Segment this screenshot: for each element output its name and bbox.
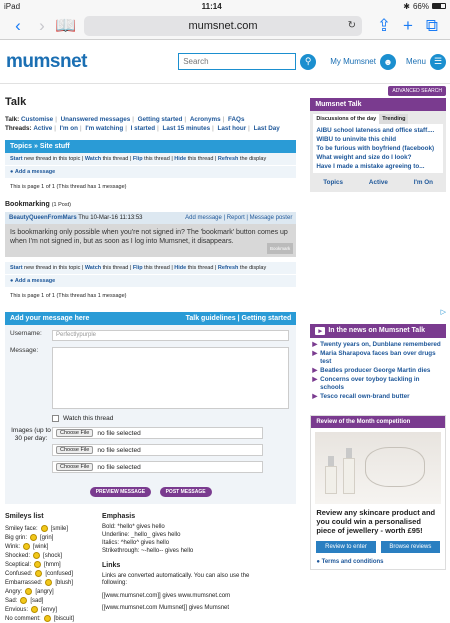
- browser-toolbar: [0, 12, 450, 40]
- arrow-icon: ▸: [315, 327, 325, 335]
- news-item[interactable]: ▶ Beatles producer George Martin dies: [312, 367, 431, 374]
- post-author[interactable]: BeautyQueenFromMars: [9, 215, 77, 221]
- smileys-list: Smileys list Smiley face: [smile] Big grin: [grin] Wink: [wink] Shocked: [shock] Sceptical: [hmm] Confused: [confused] Embarrassed: [blush] Angry: [angry] Sad: [sad] Envious: [envy] No comment: [biscuit]: [5, 513, 75, 622]
- preview-button[interactable]: PREVIEW MESSAGE: [90, 487, 151, 497]
- nav-last-hour[interactable]: Last hour: [217, 125, 247, 132]
- username-label: Username:: [10, 330, 42, 337]
- nav-customise[interactable]: Customise: [20, 116, 54, 123]
- clock: 11:14: [201, 1, 222, 11]
- sidebar: [310, 84, 446, 623]
- add-message-link-bottom[interactable]: ● Add a message: [5, 275, 296, 287]
- page-body: [0, 84, 450, 623]
- talk-item[interactable]: What weight and size do I look?: [316, 154, 412, 161]
- reload-icon[interactable]: ↻: [347, 20, 356, 31]
- talk-item[interactable]: To be furious with boyfriend (facebook): [316, 145, 435, 152]
- hamburger-icon: ☰: [430, 54, 446, 70]
- nav-active[interactable]: Active: [33, 125, 53, 132]
- page-info-bottom: This is page 1 of 1 (This thread has 1 message): [5, 287, 296, 305]
- nav-last-15[interactable]: Last 15 minutes: [162, 125, 211, 132]
- start-link[interactable]: Start: [10, 156, 23, 162]
- device-label: iPad: [4, 1, 21, 11]
- smiley-row: Sceptical: [hmm]: [5, 561, 61, 568]
- advanced-search-button[interactable]: ADVANCED SEARCH: [388, 86, 446, 96]
- smiley-icon: [30, 534, 37, 541]
- nav-getting-started[interactable]: Getting started: [137, 116, 183, 123]
- footer-active[interactable]: Active: [368, 179, 388, 186]
- talk-list: [313, 124, 443, 173]
- back-icon[interactable]: ‹: [15, 15, 21, 35]
- thread-tools-bottom: Start new thread in this topic | Watch this thread | Flip this thread | Hide this thread | Refresh the display: [5, 262, 296, 275]
- smiley-row: No comment: [biscuit]: [5, 615, 75, 622]
- nav-unanswered[interactable]: Unanswered messages: [60, 116, 131, 123]
- refresh-link[interactable]: Refresh: [217, 156, 239, 162]
- thread-tools: Start new thread in this topic | Watch this thread | Flip this thread | Hide this thread | Refresh the display: [5, 153, 296, 166]
- smiley-row: Shocked: [shock]: [5, 552, 63, 559]
- talk-item[interactable]: WIBU to uninvite this child: [316, 136, 397, 143]
- smiley-row: Big grin: [grin]: [5, 534, 54, 541]
- file-input-1[interactable]: Choose File no file selected: [52, 427, 263, 439]
- smiley-icon: [45, 579, 52, 586]
- post-date: Thu 10-Mar-16 11:13:53: [78, 215, 143, 221]
- logo[interactable]: mumsnet: [6, 50, 87, 72]
- terms-link[interactable]: ● Terms and conditions: [316, 559, 384, 565]
- user-icon: ☻: [380, 54, 396, 70]
- news-list: [310, 338, 446, 405]
- nav-im-on[interactable]: I'm on: [59, 125, 78, 132]
- reply-form: [5, 325, 296, 504]
- review-title: Review of the Month competition: [311, 416, 445, 428]
- smiley-row: Embarrassed: [blush]: [5, 579, 74, 586]
- page-info: This is page 1 of 1 (This thread has 1 message): [5, 178, 296, 196]
- smiley-icon: [23, 543, 30, 550]
- share-icon[interactable]: ⇪: [376, 15, 392, 35]
- reply-form-header: [5, 312, 296, 325]
- smiley-icon: [33, 552, 40, 559]
- bookmark-button[interactable]: Bookmark: [267, 243, 293, 254]
- footer-im-on[interactable]: I'm On: [413, 179, 434, 186]
- search-icon[interactable]: ⚲: [300, 54, 316, 70]
- smiley-icon: [20, 597, 27, 604]
- nav-watching[interactable]: I'm watching: [85, 125, 124, 132]
- my-mumsnet-link[interactable]: [330, 54, 396, 70]
- news-item[interactable]: ▶ Twenty years on, Dunblane remembered: [312, 341, 441, 348]
- threads-nav-label: Threads:: [5, 125, 32, 132]
- new-tab-icon[interactable]: +: [403, 15, 413, 35]
- browse-reviews-button[interactable]: Browse reviews: [381, 541, 440, 553]
- bluetooth-icon: ✱: [403, 1, 410, 11]
- smiley-icon: [35, 570, 42, 577]
- talk-nav-label: Talk:: [5, 116, 20, 123]
- smiley-icon: [25, 588, 32, 595]
- my-mumsnet-label: My Mumsnet: [330, 57, 376, 66]
- news-item[interactable]: ▶ Maria Sharapova faces ban over drugs test: [312, 350, 436, 365]
- search-input[interactable]: [178, 53, 296, 70]
- images-label: Images (up to 30 per day:: [11, 427, 51, 442]
- checkbox-icon[interactable]: [52, 415, 59, 422]
- guidelines-links[interactable]: Talk guidelines | Getting started: [185, 315, 292, 322]
- tab-trending[interactable]: Trending: [379, 114, 408, 124]
- help-section: [5, 513, 296, 623]
- talk-box: [310, 98, 446, 192]
- message-label: Message:: [10, 347, 39, 354]
- tabs-icon[interactable]: ⧉: [425, 15, 439, 35]
- site-header: [0, 40, 450, 84]
- post-header: [5, 212, 296, 224]
- adchoices-icon[interactable]: ▷: [440, 309, 446, 316]
- search-area: [178, 53, 316, 70]
- talk-nav: Talk: Customise | Unanswered messages | Getting started | Acronyms | FAQs Threads: Active | I'm on | I'm watching | I started | Last 15 minutes | Last hour | Last Day: [5, 116, 280, 132]
- news-item[interactable]: ▶ Concerns over toyboy tackling in schools: [312, 376, 420, 391]
- post-button[interactable]: POST MESSAGE: [160, 487, 212, 497]
- post-actions[interactable]: Add message | Report | Message poster: [185, 215, 293, 221]
- smiley-row: Smiley face: [smile]: [5, 525, 69, 532]
- menu-button[interactable]: [406, 54, 446, 70]
- status-bar: [0, 0, 450, 12]
- forward-icon[interactable]: ›: [39, 15, 45, 35]
- add-message-link[interactable]: ● Add a message: [5, 166, 296, 178]
- smiley-icon: [34, 561, 41, 568]
- smiley-row: Angry: [angry]: [5, 588, 54, 595]
- post-body: Is bookmarking only possible when you're not signed in? The 'bookmark' button comes up when I'm not signed in, but as soon as I log into Mumsnet, it disappears. Bookmark: [5, 224, 296, 257]
- review-competition: [310, 415, 446, 570]
- page-title: Talk: [5, 96, 27, 108]
- hide-link[interactable]: Hide: [174, 156, 187, 162]
- flip-link[interactable]: Flip: [132, 156, 143, 162]
- talk-item[interactable]: Have I made a mistake agreeing to...: [316, 163, 425, 170]
- news-item[interactable]: ▶ Tesco recall own-brand butter: [312, 393, 410, 400]
- nav-last-day[interactable]: Last Day: [253, 125, 280, 132]
- username-field[interactable]: Perfectlypurple: [52, 330, 289, 341]
- review-to-enter-button[interactable]: Review to enter: [316, 541, 375, 553]
- message-textarea[interactable]: [52, 347, 289, 409]
- menu-label: Menu: [405, 57, 426, 66]
- jewellery-image: [315, 432, 441, 504]
- review-text: Review any skincare product and you could win a personalised piece of jewellery - worth £95!: [316, 508, 436, 535]
- thread-title: Bookmarking (1 Post): [5, 201, 71, 208]
- file-input-3[interactable]: Choose File no file selected: [52, 461, 263, 473]
- smiley-icon: [31, 606, 38, 613]
- battery-percent: 66%: [412, 1, 429, 11]
- watch-checkbox[interactable]: Watch this thread: [52, 415, 291, 422]
- nav-i-started[interactable]: I started: [130, 125, 156, 132]
- smiley-row: Sad: [sad]: [5, 597, 44, 604]
- file-input-2[interactable]: Choose File no file selected: [52, 444, 263, 456]
- smiley-icon: [41, 525, 48, 532]
- address-bar[interactable]: [84, 16, 362, 36]
- emphasis-help: Emphasis Bold: *hello* gives hello Underline: _hello_ gives hello Italics: ^hello^ gives hello Strikethrough: ~-hello-- gives hello Links Links are converted automatically. You can also use the following: [[www.mumsnet.com]] gives www.mumsnet.com [[www.mumsnet.com Mumsnet]] gives Mumsnet: [102, 513, 250, 611]
- nav-acronyms[interactable]: Acronyms: [189, 116, 221, 123]
- main-column: [5, 84, 296, 623]
- battery-icon: [432, 3, 446, 9]
- talk-item[interactable]: AIBU school lateness and office staff....: [316, 127, 435, 134]
- smiley-row: Confused: [confused]: [5, 570, 74, 577]
- url-text: mumsnet.com: [188, 19, 258, 32]
- news-header: ▸ In the news on Mumsnet Talk: [310, 324, 446, 338]
- topic-breadcrumb[interactable]: Topics » Site stuff: [5, 140, 296, 153]
- footer-topics[interactable]: Topics: [323, 179, 344, 186]
- smiley-row: Envious: [envy]: [5, 606, 58, 613]
- reply-title: Add your message here: [10, 315, 90, 322]
- nav-faqs[interactable]: FAQs: [228, 116, 245, 123]
- watch-link[interactable]: Watch: [84, 156, 102, 162]
- talk-box-title: Mumsnet Talk: [310, 98, 446, 111]
- tab-discussions[interactable]: Discussions of the day: [313, 114, 379, 124]
- bookmarks-icon[interactable]: 📖: [55, 15, 77, 35]
- smiley-row: Wink: [wink]: [5, 543, 49, 550]
- smiley-icon: [44, 615, 51, 622]
